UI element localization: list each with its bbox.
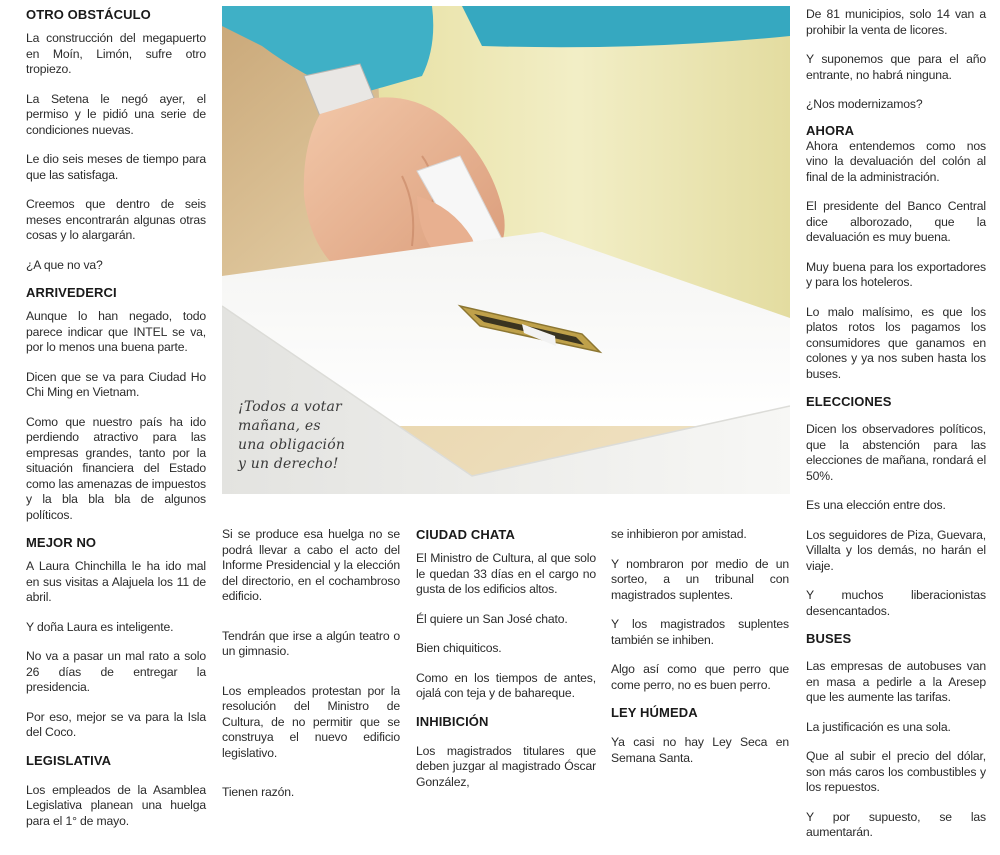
paragraph: Dicen los observadores políticos, que la abstención para las elecciones de mañana, rondará el 50%.	[806, 422, 986, 483]
caption-line: y un derecho!	[238, 456, 339, 472]
paragraph: Ya casi no hay Ley Seca en Semana Santa.	[611, 735, 789, 765]
paragraph: Es una elección entre dos.	[806, 498, 946, 512]
paragraph: De 81 municipios, solo 14 van a prohibir la venta de licores.	[806, 7, 986, 37]
paragraph: Y doña Laura es inteligente.	[26, 619, 174, 634]
paragraph: Los magistrados titulares que deben juzgar al magistrado Óscar González,	[416, 743, 596, 789]
paragraph: Como que nuestro país ha ido perdiendo atractivo para las empresas grandes, tanto por la situación financiera del Estado como las amenazas de impuestos y la bla bla bla de algunos políticos.	[26, 414, 206, 522]
paragraph: La construcción del megapuerto en Moín, Limón, sufre otro tropiezo.	[26, 31, 206, 76]
paragraph: Los seguidores de Piza, Guevara, Villalta y los demás, no harán el viaje.	[806, 527, 986, 573]
photo-caption	[238, 398, 388, 474]
paragraph: La justificación es una sola.	[806, 719, 951, 734]
section-heading-mejor-no: MEJOR NO	[26, 535, 97, 550]
caption-line: una obligación	[238, 437, 346, 453]
caption-line: ¡Todos a votar	[238, 399, 342, 415]
paragraph: Bien chiquiticos.	[416, 641, 502, 655]
paragraph: ¿A que no va?	[26, 257, 103, 272]
paragraph: Los empleados protestan por la resolución del Ministro de Cultura, de no permitir que se construya el nuevo edificio legislativo.	[222, 683, 400, 760]
paragraph: La Setena le negó ayer, el permiso y le pidió una serie de condiciones nuevas.	[26, 91, 206, 137]
paragraph: Y muchos liberacionistas desencantados.	[806, 588, 986, 618]
section-heading-ley-humeda: LEY HÚMEDA	[611, 705, 698, 720]
section-heading-inhibicion: INHIBICIÓN	[416, 713, 489, 729]
paragraph: El Ministro de Cultura, al que solo le quedan 33 días en el cargo no gusta de los edificios altos.	[416, 551, 596, 596]
paragraph: Algo así como que perro que come perro, no es buen perro.	[611, 662, 789, 692]
paragraph: Muy buena para los exportadores y para los hoteleros.	[806, 259, 986, 289]
caption-line: mañana, es	[238, 418, 321, 434]
paragraph: Si se produce esa huelga no se podrá llevar a cabo el acto del Informe Presidencial y la elección del directorio, en el cochambroso edificio.	[222, 527, 400, 603]
column-4	[611, 527, 789, 780]
column-5	[806, 7, 986, 855]
column-3	[416, 527, 596, 804]
section-heading-ciudad-chata: CIUDAD CHATA	[416, 527, 515, 542]
paragraph: No va a pasar un mal rato a solo 26 días de entregar la presidencia.	[26, 649, 206, 694]
paragraph: Y suponemos que para el año entrante, no habrá ninguna.	[806, 52, 986, 82]
section-heading-elecciones: ELECCIONES	[806, 394, 892, 409]
paragraph: Él quiere un San José chato.	[416, 611, 568, 626]
paragraph: Tienen razón.	[222, 785, 295, 799]
paragraph: Creemos que dentro de seis meses encontrarán algunas otras cosas y lo alargarán.	[26, 197, 206, 242]
paragraph: Las empresas de autobuses van en masa a pedirle a la Aresep que les aumente las tarifas.	[806, 659, 986, 704]
paragraph: Aunque lo han negado, todo parece indicar que INTEL se va, por lo menos una buena parte.	[26, 309, 206, 354]
paragraph: Le dio seis meses de tiempo para que las satisfaga.	[26, 152, 206, 182]
paragraph: Los empleados de la Asamblea Legislativa planean una huelga para el 1° de mayo.	[26, 782, 206, 828]
section-heading-buses: BUSES	[806, 631, 852, 646]
paragraph: El presidente del Banco Central dice alborozado, que la devaluación es muy buena.	[806, 199, 986, 244]
section-heading-otro-obstaculo: OTRO OBSTÁCULO	[26, 7, 151, 22]
paragraph: Y por supuesto, se las aumentarán.	[806, 809, 986, 839]
paragraph: Lo malo malísimo, es que los platos rotos los pagamos los consumidores que ganamos en colones y ya nos suben hasta los buses.	[806, 304, 986, 381]
paragraph: Dicen que se va para Ciudad Ho Chi Ming en Vietnam.	[26, 369, 206, 399]
section-heading-legislativa: LEGISLATIVA	[26, 752, 112, 768]
paragraph: A Laura Chinchilla le ha ido mal en sus visitas a Alajuela los 11 de abril.	[26, 559, 206, 604]
paragraph: se inhibieron por amistad.	[611, 527, 747, 541]
paragraph: Y nombraron por medio de un sorteo, a un tribunal con magistrados suplentes.	[611, 556, 789, 602]
section-heading-ahora: AHORA	[806, 122, 855, 138]
paragraph: ¿Nos modernizamos?	[806, 97, 923, 111]
paragraph: Ahora entendemos como nos vino la devaluación del colón al final de la administración.	[806, 138, 986, 184]
paragraph: Y los magistrados suplentes también se inhiben.	[611, 617, 789, 647]
section-heading-arrivederci: ARRIVEDERCI	[26, 285, 117, 300]
paragraph: Como en los tiempos de antes, ojalá con teja y de bahareque.	[416, 670, 596, 700]
column-2	[222, 527, 400, 815]
paragraph: Que al subir el precio del dólar, son más caros los combustibles y los repuestos.	[806, 749, 986, 794]
paragraph: Tendrán que irse a algún teatro o un gimnasio.	[222, 628, 400, 658]
paragraph: Por eso, mejor se va para la Isla del Coco.	[26, 709, 206, 739]
column-1	[26, 7, 206, 843]
